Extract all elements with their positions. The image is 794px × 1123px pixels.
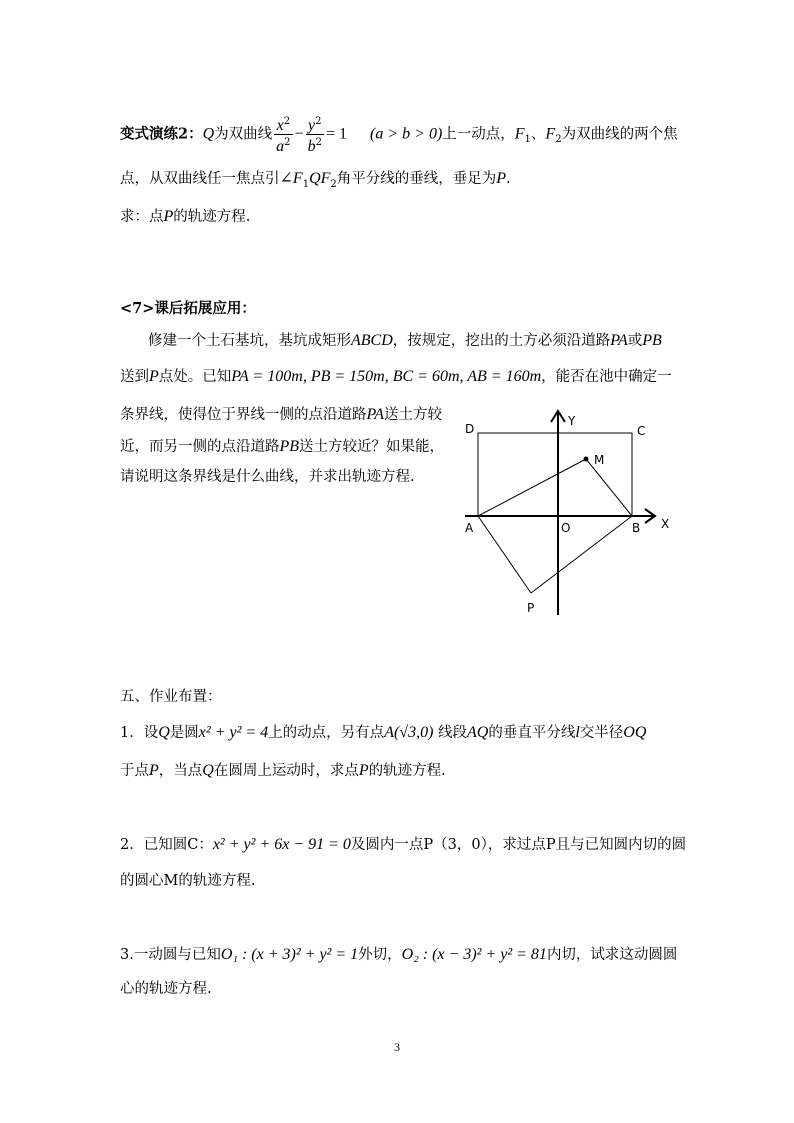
homework-q3-line1: 3.一动圆与已知O₁ : (x + 3)² + y² = 1外切，O₂ : (x − 3)² + y² = 81内切，试求这动圆圆	[120, 946, 678, 963]
homework-q3-line2: 心的轨迹方程.	[120, 981, 212, 997]
section7-para-line4: 近，而另一侧的点沿道路PB送土方较近？如果能，	[120, 438, 445, 455]
section7-title: <7>课后拓展应用：	[120, 300, 256, 317]
homework-q2-line1: 2．已知圆C：x² + y² + 6x − 91 = 0及圆内一点P（3，0），求过点P且与已知圆内切的圆	[120, 836, 687, 853]
label-m: M	[594, 453, 605, 467]
fraction-x2-a2: $\frac{x^2}{a^2}$	[276, 116, 291, 155]
section7-para-line1: 修建一个土石基坑，基坑成矩形ABCD，按规定，挖出的土方必须沿道路PA或PB	[148, 332, 662, 349]
section7-para-line2: 送到P点处。已知PA = 100m, PB = 150m, BC = 60m, AB = 160m，能否在池中确定一	[120, 368, 672, 385]
geometry-diagram	[455, 408, 675, 623]
label-d: D	[465, 422, 475, 436]
segment-ma	[478, 459, 586, 516]
page-number: 3	[394, 1040, 400, 1054]
homework-q1-line2: 于点P，当点Q在圆周上运动时，求点P的轨迹方程．	[120, 762, 456, 779]
point-m	[584, 457, 589, 462]
segment-pb	[531, 516, 632, 593]
exercise2-line3: 求：点P的轨迹方程.	[120, 208, 251, 225]
exercise2-line2: 点，从双曲线任一焦点引$\angle F_1QF_2$角平分线的垂线，垂足为P.	[120, 170, 511, 190]
homework-title: 五、作业布置：	[120, 689, 222, 705]
homework-q2-line2: 的圆心M的轨迹方程.	[120, 873, 256, 889]
label-o: O	[561, 521, 571, 535]
segment-mb	[586, 459, 632, 516]
label-y: Y	[568, 414, 576, 428]
label-p: P	[527, 601, 535, 615]
label-x: X	[661, 517, 670, 531]
fraction-y2-b2: $\frac{y^2}{b^2}$	[307, 116, 322, 155]
label-b: B	[632, 521, 641, 535]
exercise2-line1: 变式演练2：Q为双曲线 $\frac{x^2}{a^2}$ − $\frac{y^2}{b^2}$ = 1 (a > b > 0)上一动点，$F_1$、$F_2$为双曲线的两个焦	[120, 116, 678, 155]
segment-pa	[478, 516, 531, 593]
label-c: C	[637, 424, 646, 438]
exercise2-label: 变式演练2：	[120, 125, 203, 143]
homework-q1-line1: 1．设Q是圆x² + y² = 4上的动点，另有点A(√3,0) 线段AQ的垂直平分线l交半径OQ	[120, 724, 647, 741]
label-a: A	[465, 521, 474, 535]
section7-para-line3: 条界线，使得位于界线一侧的点沿道路PA送土方较	[120, 406, 442, 423]
section7-para-line5: 请说明这条界线是什么曲线，并求出轨迹方程.	[120, 469, 415, 485]
